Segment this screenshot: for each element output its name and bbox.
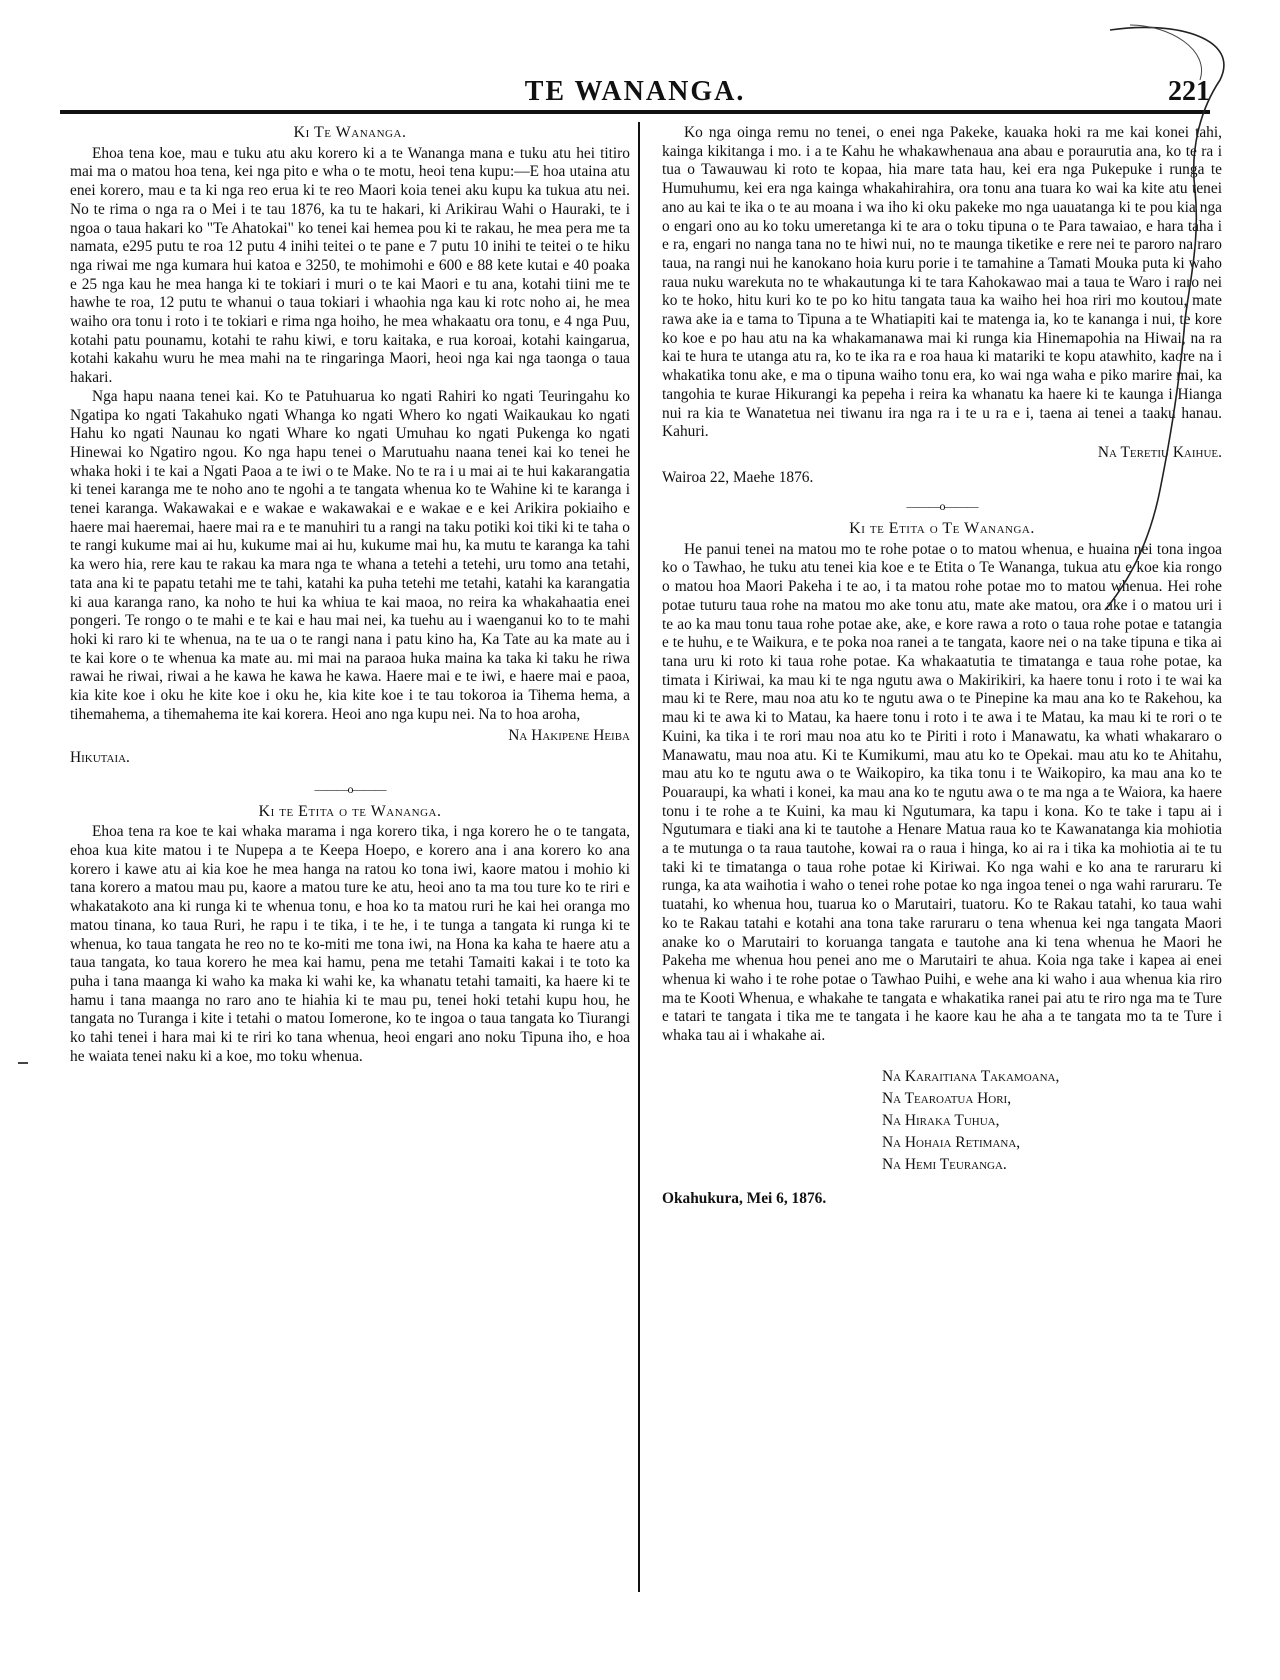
signatory: Na Hohaia Retimana,	[882, 1133, 1021, 1151]
letter-paragraph: Ko nga oinga remu no tenei, o enei nga Pakeke, kauaka hoki ra me kai konei tahi, kainga kikitanga i mo. i a te Kahu he whakawhenaua ana abau e poraurutia ana, ko te ra i tua o Tawauwau ki roto te kopaa, hia mare tata hau, kei era nga Pukepuke i runga te Humuhumu, kei era nga kainga whakahirahira, ora tonu ana tuara ko wai ka kite atu tenei ano au kai te ika o te au moana i wa iho ki oku pakeke mo nga uauatanga ki te pou kia nga o engari ono au ko toku umeretanga ki te ara o toku tipuna o te Para tawaiao, e hara taha i e ra, engari no nanga tana no te hiwi nui, no te maunga tiketike e rere nei te paroro na raro taua, na rangi nui he kanokano hoia kuru porie i te tamahine a Tamati Mouka puta ki waho raua nuku warekuta no te whakautunga ki te tara Kahokawao mai a taua te Waro i raro nei ko te hoko, hitu kuri ko te po ko hitu tangata taua ka waiho hei hoa riri mo koutou, mate rawa ake ia e tama to Tipuna a te Whatiapiti kai te matenga ia, ko te kananga i nui, te kore ko koe e po hau atu na ka whakamanawa mai ki runga kia Hinemapohia na Hiwai, na ra kai te hura te utanga atu ra, ko te ika ra e roa haua ki matariki te kopu atawhito, kaore na i whakatika tonu ake, e ma o tipuna waiho tonu era, ko wai nga waha e piko marire mai, ka tangohia te kurae Hikurangi ka pepeha i reira ka whanatu ka haere ki te kaunga i Hianga nui ra kia te Wanatetua nei tiwanu ira nga ra i te u ra e i, taena ai tenei a taaku hanau. Kahuri.	[662, 124, 1222, 441]
signatory: Na Hemi Teuranga.	[882, 1155, 1007, 1173]
section-divider: ———o———	[314, 781, 386, 796]
header-rule	[60, 110, 1210, 114]
letter-dateline: Wairoa 22, Maehe 1876.	[662, 468, 814, 486]
pen-scribble-mark	[1100, 20, 1250, 620]
page-number: 221	[1168, 76, 1210, 107]
signature-list	[882, 1066, 1222, 1176]
section-divider: ———o———	[906, 499, 978, 514]
letter-paragraph: Ehoa tena koe, mau e tuku atu aku korero ki a te Wananga mana e tuku atu hei titiro mai ma o matou hoa tena, kei nga pito e wha o te motu, heoi tena kupu:—E hoa utaina atu enei korero, mau e ta ki nga reo erua ki te reo Maori koia tenei aku kupu ka tukua atu nei. No te rima o nga ra o Mei i te tau 1876, ka tu te hakari, ki Arikirau Wahi o Hauraki, te i ngoa o taua hakari ko "Te Ahatokai" ko tenei kai hemea pou ki te rakau, he mea pera me ta namata, e295 putu te roa 12 putu 4 inihi teitei o te pane e 7 putu 10 inihi te teitei o te hiku nga riwai me nga kumara hui katoa e 3250, te mohimohi e 600 e 88 kete kutai e 40 poaka e 25 nga kau he mea hanga ki te tokiari i muri o te kai Maori e tu ana, kotahi tiini me te hawhe te roa, 12 putu te whanui o taua tokiari i whaohia nga kau ki rotc noho ai, he mea waiho ora tonu i roto i te tokiari e rima nga hoiho, he mea whakaatu ora tonu, e 4 nga Puu, kotahi patu pounamu, kotahi te rahu kiwi, e toru kaitaka, e rua koroai, kotahi kaingarua, kotahi kakahu wuru he mea mahi na te ringaringa Maori, heoi nga kai nga taonga o taua hakari.	[70, 144, 630, 387]
column-divider-rule	[638, 122, 640, 1592]
signatory: Na Hiraka Tuhua,	[882, 1111, 1000, 1129]
letter-paragraph: He panui tenei na matou mo te rohe potae o to matou whenua, e huaina nei tona ingoa ko o Tawhao, he tuku atu tenei kia koe e te Etita o Te Wananga, tukua atu e koe kia rongo o matou hoa Maori Pakeha i te ao, i ta matou rohe potae mo to matou whenua. Hei rohe potae tuturu taua rohe na matou mo ake tonu atu, mate ake matou, ora ake i o matou uri i te ao ka mau tonu taua rohe potae ake, ake, e kore rawa a roto o taua rohe potae e tatangia e te huhu, e te Waikura, e te poka noa ranei a te tangata, kaore nei o na take tipuna e tika ai tana uru ki roto ki taua rohe potae. Ka whakaatutia te timatanga e taua rohe potae, ka timata i Kiriwai, ka mau ki te nga ngutu awa o Makirikiri, ka haere tonu i roto i te wai ka mau ki te Rere, mau noa atu ko te ngutu awa o te Pinepine ka mau ana ko te Rakehou, ka mau ki te awa ki to Matau, ka haere tonu i roto i te awa i te Matau, ka mau ki te rori o te Kuini, ka tika i te rori mau noa atu ko te Piriti i roto i Manawatu, ka whati whakararo o Manawatu, mau noa atu. Ki te Kumikumi, mau atu ko te Opekai. mau atu ko te Ahitahu, mau atu ko te ngutu awa o te Waikopiro, ka tika tonu i te Waikopiro, ka mau ana ko te Pouaraupi, ka whati i konei, ka mau ana ko te ngutu awa o te ma nga a te Waiora, ka haere tonu i te rohe a te Kuini, ka mau ki Ngutumara, ka tapu i kona. Ko te take i tapu ai i Ngutumara e tiaki ana ki te tautohe a Henare Matua raua ko te Kawanatanga kia mohiotia a te mutunga o ta raua tautohe, kowai ra o raua i hinga, ko ai ra i tika ka mohiotia ai te tu taki ki te timatanga o taua rohe potae ki Kiriwai. Ko nga wahi e ko ana te raruraru ki runga, ka ata waihotia i waho o tenei rohe potae ko nga ingoa tenei o nga wahi raruraru. Te tuatahi, ko whenua hou, tuarua ko o Marutairi, tuatoru. Ko te Rakau tatahi, ko taua wahi ko te Rakau tatahi e kotahi ana tona take raruraru o tena whenua kei nga tangata Maori anake ko o Marutairi to koruanga tangata e tautohe ana ki tena whenua he Maori he Pakeha me whenua hou penei ano me o Marutairi te ahua. Koia nga take i kapea ai enei whenua ki waho i te rohe potae o Tawhao Puihi, e wehe ana ki waho i aua whenua kia riro ma te Kooti Whenua, e whakahe te tangata e whakatika ranei pai atu te riro nga ma te Ture e tatari te tangata i tika me te tangata i he kaore kau he aha a te tangata mo ta te Ture i whaka tau ai i whakahe ai.	[662, 540, 1222, 1045]
signatory: Na Tearoatua Hori,	[882, 1089, 1012, 1107]
left-column	[70, 124, 630, 1066]
margin-mark	[18, 1062, 28, 1064]
letter-heading: Ki Te Wananga.	[293, 124, 407, 141]
letter-signature: Na Teretiu Kaihue.	[1097, 443, 1222, 461]
newspaper-title: TE WANANGA.	[524, 76, 746, 107]
letter-paragraph: Ehoa tena ra koe te kai whaka marama i nga korero tika, i nga korero he o te tangata, ehoa kua kite matou i te Nupepa a te Keepa Hoepo, e korero ana i ana korero ko ana korero i kawe atu ai kia koe he mea hanga na ratou ko tona iwi, kaore matou i mohio ki tana korero a matou mau pu, kaore a matou ture ke atu, heoi ano ta ma tou ture ko te riri e whakatakoto ana ki runga ki te whenua tonu, e hoa ko ta matou ruri he kai hei oranga mo matou tinana, ko taua Ruri, he rapu i te tika, i te he, i te tunga a tangata ki runga ki te whenua, ko taua tangata he reo no te ko-miti me tona iwi, na Hona ka kaha te haere atu a taua tangata, ko taua korero he mea kai hamu, pena me tetahi Tamaiti kakai i te toto ka puha i tana maanga ki waho ka maka ki wahi ke, ka whanatu tetahi tamaiti, ka haere ki te hamu i tana maanga no raro ano te hiahia ki te mau pu, tenei hoki tetahi kupu hou, he tangata no Turanga i kite i tetahi o matou Iomerone, ko te ingoa o taua tangata ko Tiurangi ko tahi tenei i hara mai ki te riri ko tana whenua, heoi engari ano noku Tipuna iho, e hoa he waiata tenei naku ki a koe, mo toku whenua.	[70, 823, 630, 1065]
letter-dateline: Okahukura, Mei 6, 1876.	[662, 1189, 827, 1207]
letter-signature: Na Hakipene Heiba	[508, 726, 630, 744]
letter-heading: Ki te Etita o Te Wananga.	[849, 520, 1035, 538]
letter-paragraph: Nga hapu naana tenei kai. Ko te Patuhuarua ko ngati Rahiri ko ngati Teuringahu ko Ngatipa ko ngati Takahuko ngati Whanga ko ngati Whero ko ngati Waikaukau ko ngati Hahu ko ngati Naunau ko ngati Whare ko ngati Umuhau ko ngati Pukenga ko ngati Hinewai ko Ngatiro ngou. Ko nga hapu tenei o Marutuahu naana tenei kai ko tenei he whaka hoki i te kai a Ngati Paoa a te iwi o te Make. No te ra i u mai ai te hui kakarangatia ki tenei karanga me te noho ano te ngohi a te tangata whenua ko te Wahine ki te karanga i tenei karanga. Wakawakai e e wakae e wakawakai e e wakae e e kei Arikira pokiaiho e haere mai haeremai, haere mai ra e te manuhiri tu a rangi na taku potiki koi tiki ki te taha o te rangi kukume mai ai hu, kukume mai ai hu, kukume mai hu, ka mutu te karanga ka tahi ka wero hia, rere kau te rakau ka mara nga te whana a tetehi a tetehi, uru tomo ana tetahi, tata ana ki te papatu tetahi me te tahi, katahi ka puha tetehi me tetahi, katahi ka karangatia ki aua karanga rano, ka noho te hui ka whiua te kai maoa, no reira ka whakahaatia enei pongeri. Te rongo o te mahi e te kai e hau mai nei, ka tuehu au i waenganui ko to te mahi hoki ki raro ki te whenua, na te ua o te rangi nana i patu kino ha, Ka Tate au ka mate au i te kai kore o te whenua ka mate au. mi mai na paraoa huka maina ka taka ki taku he riwa rawai he riwai, riwai a he kawa he kawa he kawa. Haere mai e te iwi, e haere mai e paoa, kia kite koe i oku he kite koe i oku he, kia kite koe i te tau tokoroa ia Tihema hema, a tihemahema, a tihemahema ite kai korera. Heoi ano nga kupu nei. Na to hoa aroha,	[70, 387, 630, 723]
letter-heading: Ki te Etita o te Wananga.	[258, 802, 442, 820]
signatory: Na Karaitiana Takamoana,	[882, 1067, 1060, 1085]
letter-place: Hikutaia.	[70, 749, 130, 767]
